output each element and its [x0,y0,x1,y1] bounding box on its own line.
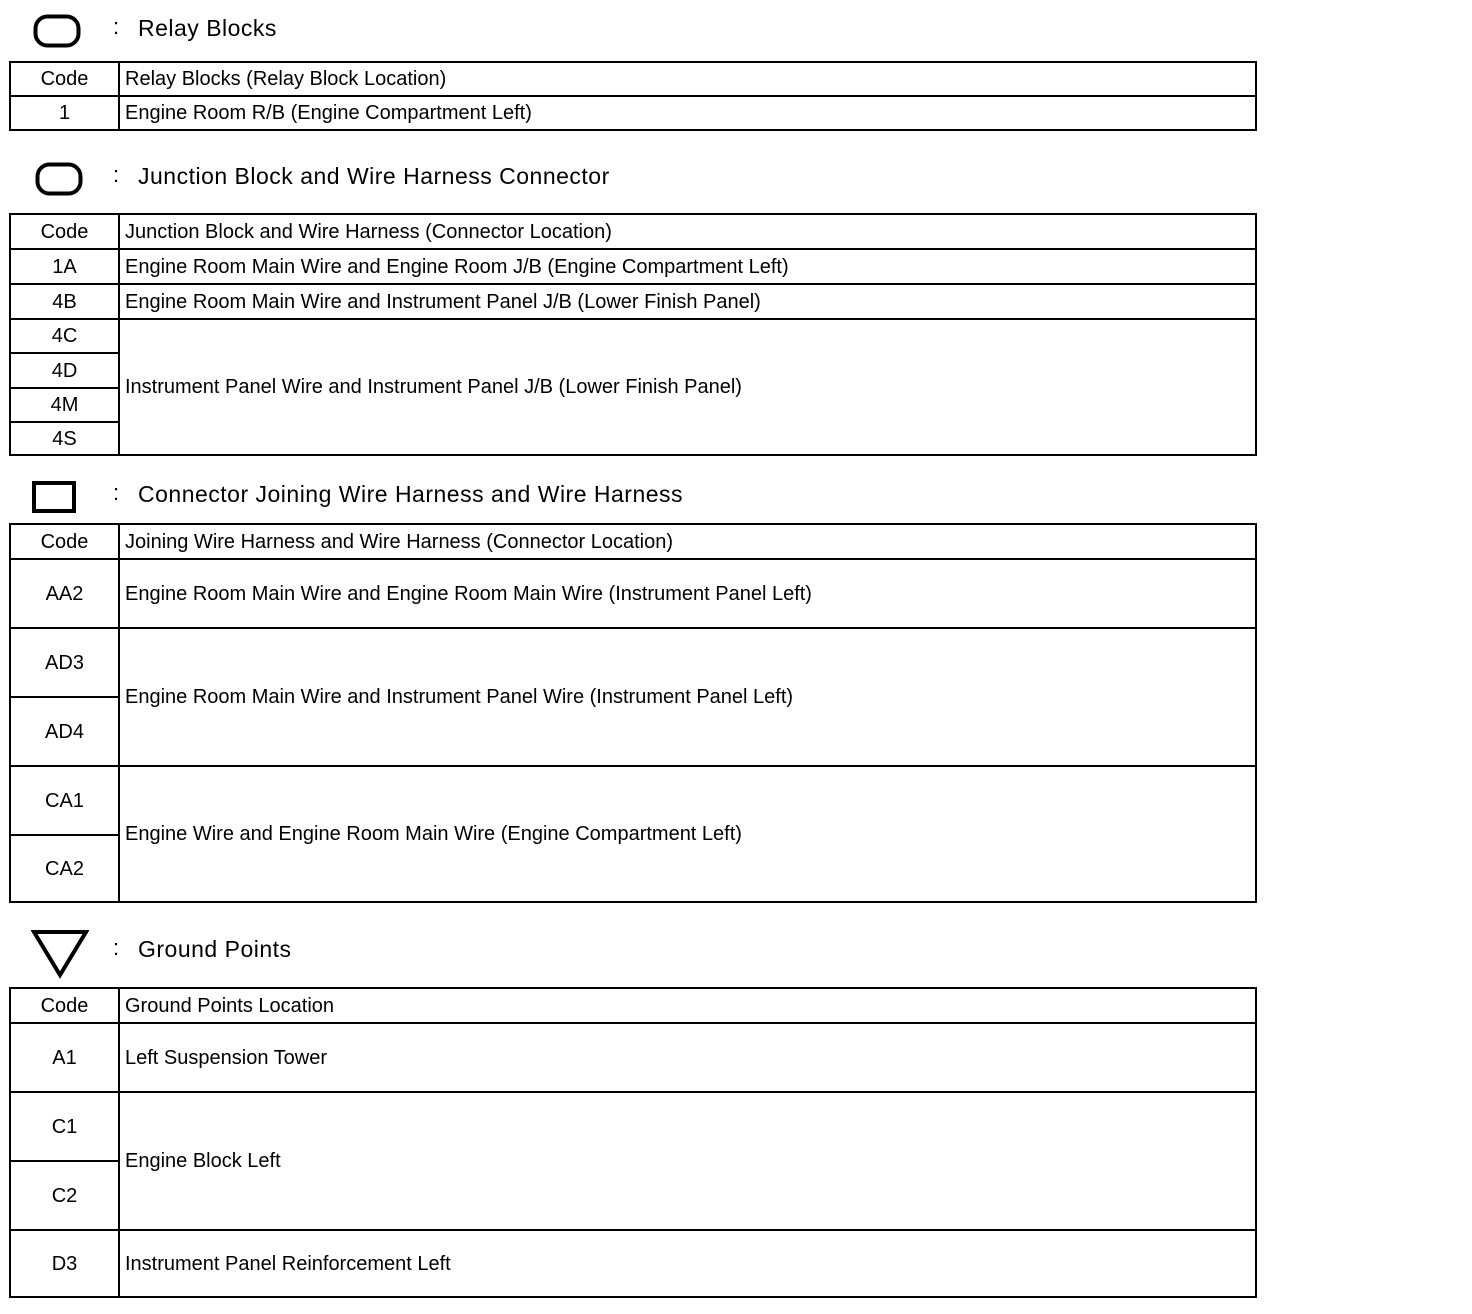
section-title: Relay Blocks [138,15,277,41]
connector-joining-table [9,523,1257,903]
code-cell: 4D [10,353,119,388]
heading-colon: : [113,14,120,39]
table-header-row [10,988,1256,1023]
code-cell: 1A [10,249,119,284]
table-row [10,1023,1256,1092]
code-cell: C2 [10,1161,119,1230]
table-header-row [10,214,1256,249]
code-header: Code [10,524,119,559]
rounded-rect-icon [33,14,81,48]
junction-block-heading [0,158,1260,198]
rounded-rect-icon [35,162,83,196]
table-row [10,249,1256,284]
code-cell: A1 [10,1023,119,1092]
code-header: Code [10,988,119,1023]
table-header-row [10,62,1256,96]
relay-blocks-table [9,61,1257,131]
desc-header: Joining Wire Harness and Wire Harness (Connector Location) [119,524,1256,559]
code-cell: 4C [10,319,119,353]
triangle-down-icon [31,929,89,979]
code-header: Code [10,214,119,249]
table-row [10,1230,1256,1297]
desc-cell: Engine Room Main Wire and Engine Room Main Wire (Instrument Panel Left) [119,559,1256,628]
code-cell: CA1 [10,766,119,835]
table-row [10,1092,1256,1161]
desc-header: Ground Points Location [119,988,1256,1023]
code-cell: C1 [10,1092,119,1161]
square-icon [31,480,79,514]
code-cell: AA2 [10,559,119,628]
table-row [10,96,1256,130]
code-cell: AD4 [10,697,119,766]
desc-header: Junction Block and Wire Harness (Connector Location) [119,214,1256,249]
code-cell: 1 [10,96,119,130]
code-cell: D3 [10,1230,119,1297]
heading-colon: : [113,935,120,960]
ground-points-table [9,987,1257,1298]
table-row [10,319,1256,353]
desc-cell: Left Suspension Tower [119,1023,1256,1092]
desc-cell: Engine Block Left [119,1092,1256,1230]
heading-colon: : [113,480,120,505]
desc-cell: Engine Room R/B (Engine Compartment Left) [119,96,1256,130]
desc-cell: Instrument Panel Reinforcement Left [119,1230,1256,1297]
junction-block-table [9,213,1257,456]
table-row [10,284,1256,319]
code-header: Code [10,62,119,96]
code-cell: 4B [10,284,119,319]
code-cell: AD3 [10,628,119,697]
desc-cell: Engine Room Main Wire and Instrument Panel J/B (Lower Finish Panel) [119,284,1256,319]
desc-cell: Instrument Panel Wire and Instrument Panel J/B (Lower Finish Panel) [119,319,1256,455]
table-row [10,766,1256,835]
desc-cell: Engine Room Main Wire and Instrument Panel Wire (Instrument Panel Left) [119,628,1256,766]
table-row [10,628,1256,697]
desc-cell: Engine Room Main Wire and Engine Room J/B (Engine Compartment Left) [119,249,1256,284]
desc-cell: Engine Wire and Engine Room Main Wire (Engine Compartment Left) [119,766,1256,902]
connector-joining-heading [0,476,1260,516]
heading-colon: : [113,162,120,187]
code-cell: CA2 [10,835,119,902]
code-cell: 4S [10,422,119,455]
table-header-row [10,524,1256,559]
section-title: Junction Block and Wire Harness Connector [138,163,610,189]
section-title: Ground Points [138,936,292,962]
section-title: Connector Joining Wire Harness and Wire Harness [138,481,684,507]
desc-header: Relay Blocks (Relay Block Location) [119,62,1256,96]
relay-blocks-heading [0,10,1260,50]
ground-points-heading [0,928,1260,980]
table-row [10,559,1256,628]
code-cell: 4M [10,388,119,422]
